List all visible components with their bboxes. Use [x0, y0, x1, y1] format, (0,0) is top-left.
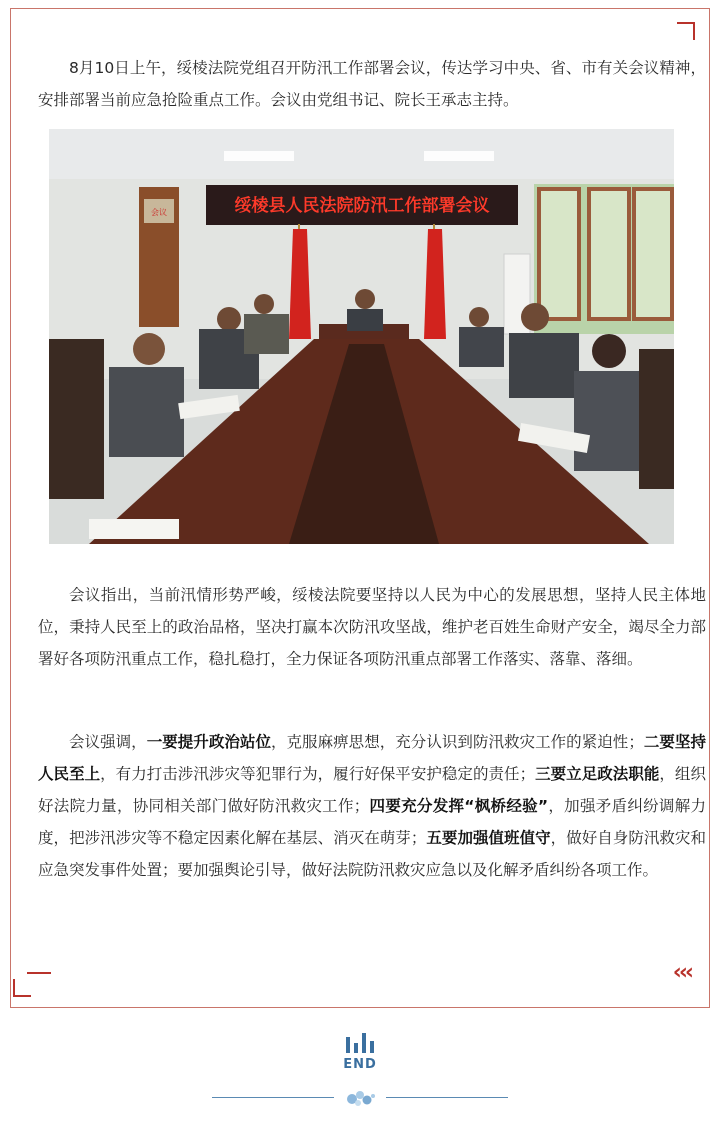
- emphasis-segment: ，加强矛盾纠纷调解力度，把涉汛涉灾等不稳定因素化解在基层、消灭在萌芽；: [38, 797, 706, 847]
- accent-dash: [27, 972, 51, 974]
- bar-chart-icon: [344, 1031, 376, 1053]
- corner-bracket-bottom-left: [13, 979, 31, 997]
- emphasis-bold-2: 二要坚持人民至上: [38, 733, 706, 783]
- emphasis-segment: ，克服麻痹思想，充分认识到防汛救灾工作的紧迫性；: [270, 733, 644, 751]
- emphasis-segment: 会议强调，: [69, 733, 147, 751]
- paragraph-emphasis: [38, 726, 706, 886]
- end-footer: [0, 1025, 720, 1125]
- chevrons-left-icon: ‹‹‹: [672, 960, 691, 985]
- paragraph-intro: 8月10日上午，绥棱法院党组召开防汛工作部署会议，传达学习中央、省、市有关会议精神，安排部署当前应急抢险重点工作。会议由党组书记、院长王承志主持。: [38, 59, 706, 109]
- emphasis-bold-5: 五要加强值班值守: [426, 829, 551, 847]
- emphasis-segment: ，做好自身防汛救灾和应急突发事件处置；要加强舆论引导，做好法院防汛救灾应急以及化解矛盾纠纷各项工作。: [38, 829, 706, 879]
- paragraph-meeting-points: 会议指出，当前汛情形势严峻，绥棱法院要坚持以人民为中心的发展思想，坚持人民主体地位，秉持人民至上的政治品格，坚决打赢本次防汛攻坚战，维护老百姓生命财产安全，竭尽全力部署好各项防汛重点工作，稳扎稳打，全力保证各项防汛重点部署工作落实、落靠、落细。: [38, 586, 706, 668]
- divider-right: [386, 1097, 508, 1098]
- flower-ornament-icon: [340, 1087, 380, 1109]
- door-sign-text: 会议: [151, 208, 167, 217]
- end-label: END: [343, 1057, 377, 1072]
- corner-bracket-top-right: [677, 22, 695, 40]
- emphasis-bold-3: 三要立足政法职能: [535, 765, 660, 783]
- meeting-photo: [49, 129, 674, 544]
- banner-text: 绥棱县人民法院防汛工作部署会议: [234, 196, 490, 216]
- divider-left: [212, 1097, 334, 1098]
- article-card: [10, 8, 710, 1008]
- emphasis-bold-1: 一要提升政治站位: [146, 733, 271, 751]
- emphasis-bold-4: 四要充分发挥“枫桥经验”: [369, 797, 549, 815]
- emphasis-segment: ，组织好法院力量，协同相关部门做好防汛救灾工作；: [38, 765, 706, 815]
- emphasis-segment: ，有力打击涉汛涉灾等犯罪行为，履行好保平安护稳定的责任；: [100, 765, 536, 783]
